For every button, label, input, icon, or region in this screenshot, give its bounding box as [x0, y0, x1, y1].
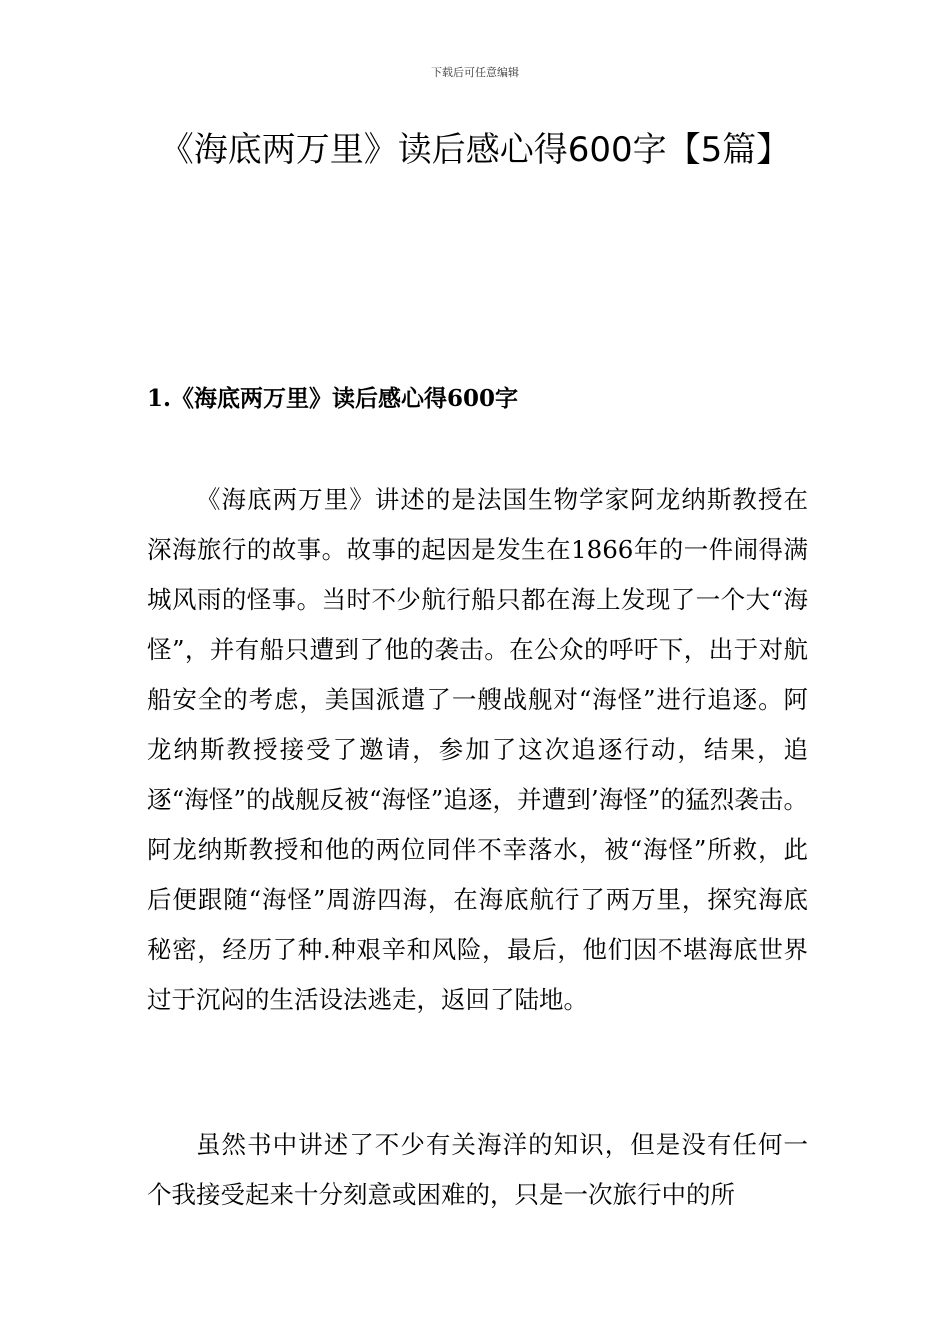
body-paragraph: 《海底两万里》讲述的是法国生物学家阿龙纳斯教授在深海旅行的故事。故事的起因是发生在1866年的一件闹得满城风雨的怪事。当时不少航行船只都在海上发现了一个大“海怪”，并有船只遭到了他的袭击。在公众的呼吁下，出于对航船安全的考虑，美国派遣了一艘战舰对“海怪”进行追逐。阿龙纳斯教授接受了邀请，参加了这次追逐行动，结果，追逐“海怪”的战舰反被“海怪”追逐，并遭到’海怪”的猛烈袭击。阿龙纳斯教授和他的两位同伴不幸落水，被“海怪”所救，此后便跟随“海怪”周游四海，在海底航行了两万里，探究海底秘密，经历了种.种艰辛和风险，最后，他们因不堪海底世界过于沉闷的生活设法逃走，返回了陆地。 — [147, 485, 808, 1014]
header-note: 下载后可任意编辑 — [431, 66, 519, 79]
document-title: 《海底两万里》读后感心得600字【5篇】 — [159, 130, 791, 170]
body-paragraph: 虽然书中讲述了不少有关海洋的知识，但是没有任何一个我接受起来十分刻意或困难的，只是一次旅行中的所 — [147, 1130, 808, 1209]
section-heading: 1.《海底两万里》读后感心得600字 — [147, 385, 519, 412]
